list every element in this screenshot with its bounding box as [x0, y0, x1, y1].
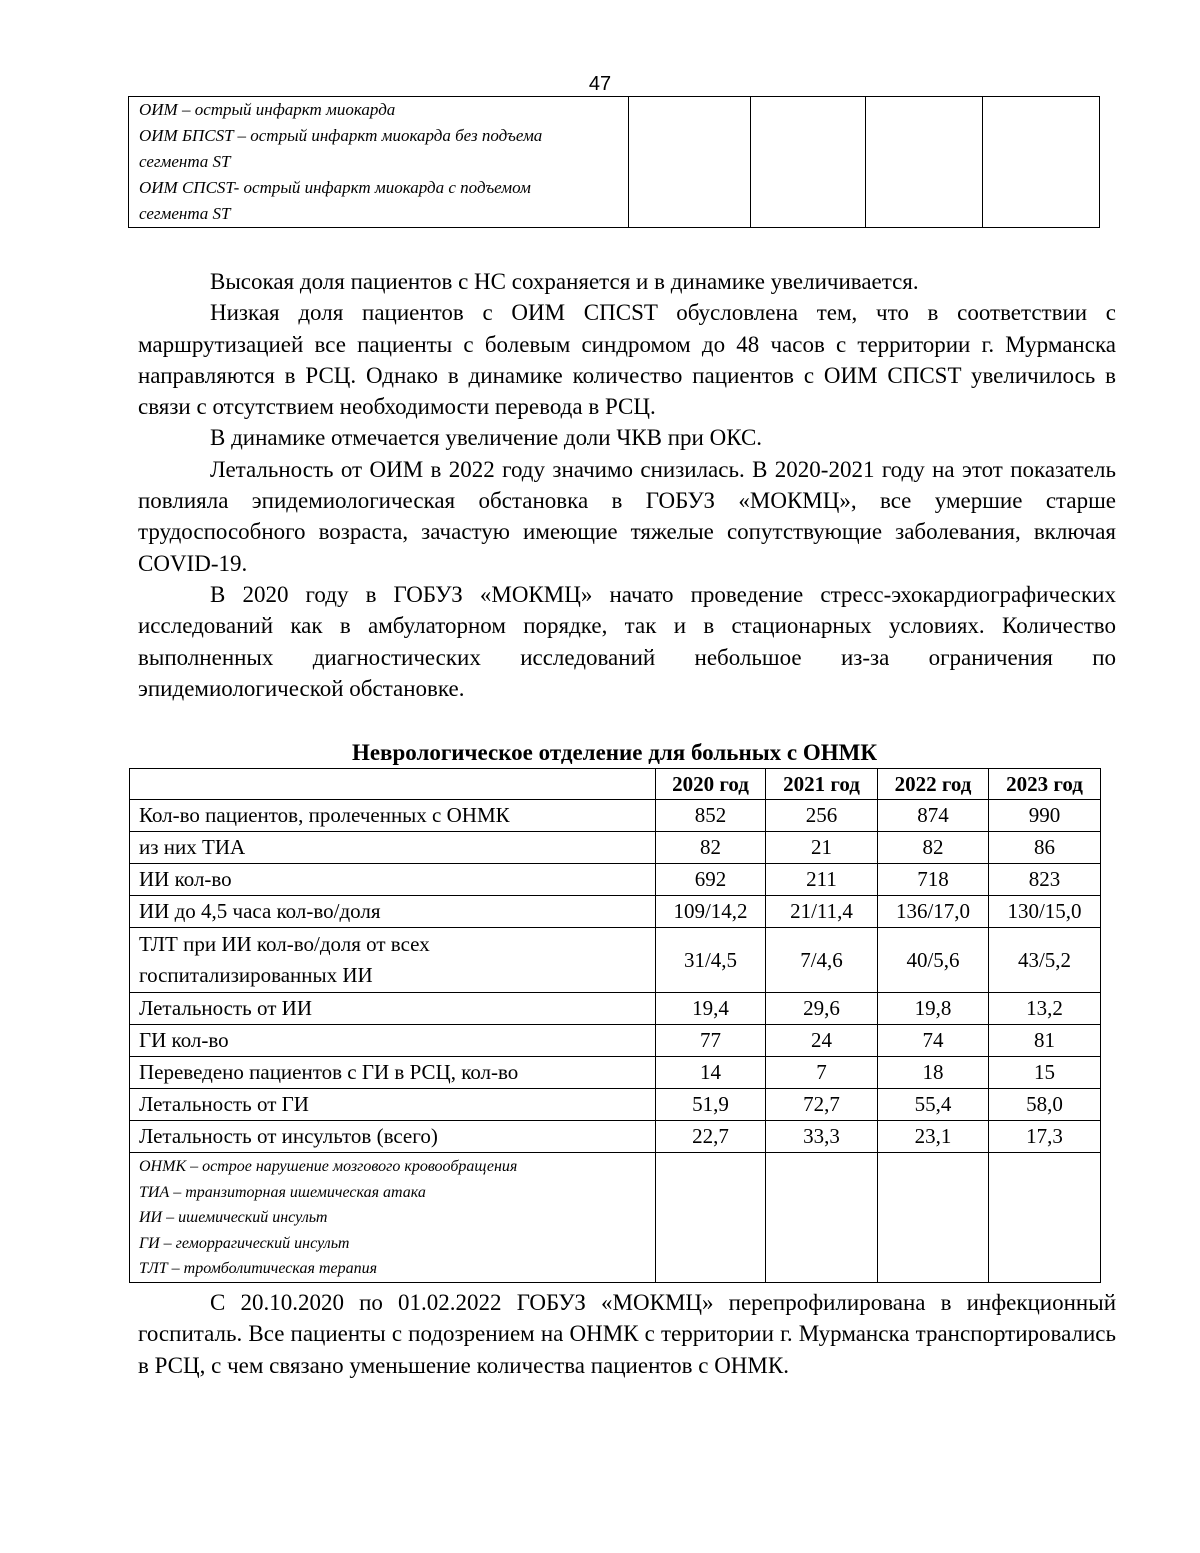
- paragraph: Летальность от ОИМ в 2022 году значимо снизилась. В 2020-2021 году на этот показатель повлияла эпидемиологическая обстановка в ГОБУЗ «МОКМЦ», все умершие старше трудоспособного возраста, зачастую имеющие тяжелые сопутствующие заболевания, включая COVID-19.: [138, 456, 1116, 576]
- row-label: Летальность от ИИ: [130, 993, 656, 1025]
- header-cell: 2020 год: [656, 769, 766, 800]
- table-row: [130, 1057, 1101, 1089]
- table-cell: 82: [656, 832, 766, 864]
- row-label: ГИ кол-во: [130, 1025, 656, 1057]
- row-label: [130, 928, 656, 993]
- paragraph: Низкая доля пациентов с ОИМ СПСST обусловлена тем, что в соответствии с маршрутизацией все пациенты с болевым синдромом до 48 часов с территории г. Мурманска направляются в РСЦ. Однако в динамике количество пациентов с ОИМ СПСST увеличилось в связи с отсутствием необходимости перевода в РСЦ.: [138, 300, 1116, 420]
- table-cell: 21: [766, 832, 878, 864]
- table-cell: 692: [656, 864, 766, 896]
- table-cell: 15: [989, 1057, 1101, 1089]
- table-cell: 51,9: [656, 1089, 766, 1121]
- header-cell: [130, 769, 656, 800]
- row-label: ИИ кол-во: [130, 864, 656, 896]
- paragraph: В 2020 году в ГОБУЗ «МОКМЦ» начато проведение стресс-эхокардиографических исследований как в амбулаторном порядке, так и в стационарных условиях. Количество выполненных диагностических исследований небольшое из-за ограничения по эпидемиологической обстановке.: [138, 581, 1116, 701]
- legend-line: ТИА – транзиторная ишемическая атака: [139, 1183, 426, 1201]
- table-cell: 718: [878, 864, 989, 896]
- table-row: [129, 97, 1100, 228]
- table-cell: 82: [878, 832, 989, 864]
- empty-cell: [989, 1153, 1101, 1283]
- table-row: [130, 800, 1101, 832]
- table-cell: 7: [766, 1057, 878, 1089]
- header-cell: 2021 год: [766, 769, 878, 800]
- row-label-line: госпитализированных ИИ: [139, 963, 373, 987]
- empty-cell: [751, 97, 866, 228]
- table-cell: 29,6: [766, 993, 878, 1025]
- table-cell: 31/4,5: [656, 928, 766, 993]
- table-cell: 19,8: [878, 993, 989, 1025]
- legend-line: сегмента ST: [139, 204, 231, 223]
- table-cell: 211: [766, 864, 878, 896]
- row-label: Переведено пациентов с ГИ в РСЦ, кол-во: [130, 1057, 656, 1089]
- row-label: Летальность от инсультов (всего): [130, 1121, 656, 1153]
- legend-line: ОИМ СПСST- острый инфаркт миокарда с подъемом: [139, 178, 531, 197]
- header-cell: 2023 год: [989, 769, 1101, 800]
- table-cell: 21/11,4: [766, 896, 878, 928]
- table-cell: 18: [878, 1057, 989, 1089]
- table-cell: 17,3: [989, 1121, 1101, 1153]
- table-cell: 40/5,6: [878, 928, 989, 993]
- paragraph: Высокая доля пациентов с НС сохраняется и в динамике увеличивается.: [210, 269, 919, 294]
- table-cell: 74: [878, 1025, 989, 1057]
- table-cell: 72,7: [766, 1089, 878, 1121]
- table-cell: 33,3: [766, 1121, 878, 1153]
- table-cell: 77: [656, 1025, 766, 1057]
- table-cell: 136/17,0: [878, 896, 989, 928]
- table-row: [130, 993, 1101, 1025]
- table-cell: 823: [989, 864, 1101, 896]
- table-cell: 13,2: [989, 993, 1101, 1025]
- row-label: Кол-во пациентов, пролеченных с ОНМК: [130, 800, 656, 832]
- body-text: [138, 266, 1116, 704]
- empty-cell: [983, 97, 1100, 228]
- table-cell: 81: [989, 1025, 1101, 1057]
- table-cell: 43/5,2: [989, 928, 1101, 993]
- table-cell: 130/15,0: [989, 896, 1101, 928]
- table-row: [130, 928, 1101, 993]
- table-cell: 14: [656, 1057, 766, 1089]
- table-cell: 7/4,6: [766, 928, 878, 993]
- table-cell: 256: [766, 800, 878, 832]
- row-label: из них ТИА: [130, 832, 656, 864]
- table-cell: 55,4: [878, 1089, 989, 1121]
- table-cell: 22,7: [656, 1121, 766, 1153]
- table-cell: 24: [766, 1025, 878, 1057]
- table-title: Неврологическое отделение для больных с ОНМК: [351, 740, 878, 765]
- table-cell: 874: [878, 800, 989, 832]
- empty-cell: [656, 1153, 766, 1283]
- table-row: [130, 1121, 1101, 1153]
- table-cell: 852: [656, 800, 766, 832]
- empty-cell: [629, 97, 751, 228]
- closing-text: [138, 1287, 1116, 1381]
- row-label-line: ТЛТ при ИИ кол-во/доля от всех: [139, 932, 430, 956]
- table-row: [130, 864, 1101, 896]
- empty-cell: [866, 97, 983, 228]
- table-cell: 109/14,2: [656, 896, 766, 928]
- table-row: [130, 896, 1101, 928]
- legend-cell: [129, 97, 629, 228]
- legend-cell: [130, 1153, 656, 1283]
- table-row: [130, 1089, 1101, 1121]
- header-row: [130, 769, 1101, 800]
- cardio-legend-table: [128, 96, 1100, 228]
- row-label: ИИ до 4,5 часа кол-во/доля: [130, 896, 656, 928]
- legend-line: ОИМ – острый инфаркт миокарда: [139, 100, 396, 119]
- legend-line: ТЛТ – тромболитическая терапия: [139, 1260, 377, 1277]
- legend-line: ИИ – ишемический инсульт: [139, 1209, 328, 1226]
- legend-row: [130, 1153, 1101, 1283]
- empty-cell: [878, 1153, 989, 1283]
- page-number: 47: [588, 73, 612, 95]
- table-cell: 23,1: [878, 1121, 989, 1153]
- table-cell: 990: [989, 800, 1101, 832]
- legend-line: ОИМ БПСST – острый инфаркт миокарда без подъема: [139, 126, 543, 145]
- table-cell: 86: [989, 832, 1101, 864]
- legend-line: сегмента ST: [139, 152, 231, 171]
- table-cell: 19,4: [656, 993, 766, 1025]
- paragraph: В динамике отмечается увеличение доли ЧКВ при ОКС.: [210, 425, 763, 451]
- row-label: Летальность от ГИ: [130, 1089, 656, 1121]
- neuro-table: [129, 768, 1101, 1283]
- empty-cell: [766, 1153, 878, 1283]
- table-row: [130, 832, 1101, 864]
- paragraph: С 20.10.2020 по 01.02.2022 ГОБУЗ «МОКМЦ» перепрофилирована в инфекционный госпиталь. Все пациенты с подозрением на ОНМК с территории г. Мурманска транспортировались в РСЦ, с чем связано уменьшение количества пациентов с ОНМК.: [138, 1290, 1116, 1378]
- legend-line: ОНМК – острое нарушение мозгового кровообращения: [139, 1158, 518, 1175]
- legend-line: ГИ – геморрагический инсульт: [139, 1234, 350, 1252]
- table-row: [130, 1025, 1101, 1057]
- table-cell: 58,0: [989, 1089, 1101, 1121]
- header-cell: 2022 год: [878, 769, 989, 800]
